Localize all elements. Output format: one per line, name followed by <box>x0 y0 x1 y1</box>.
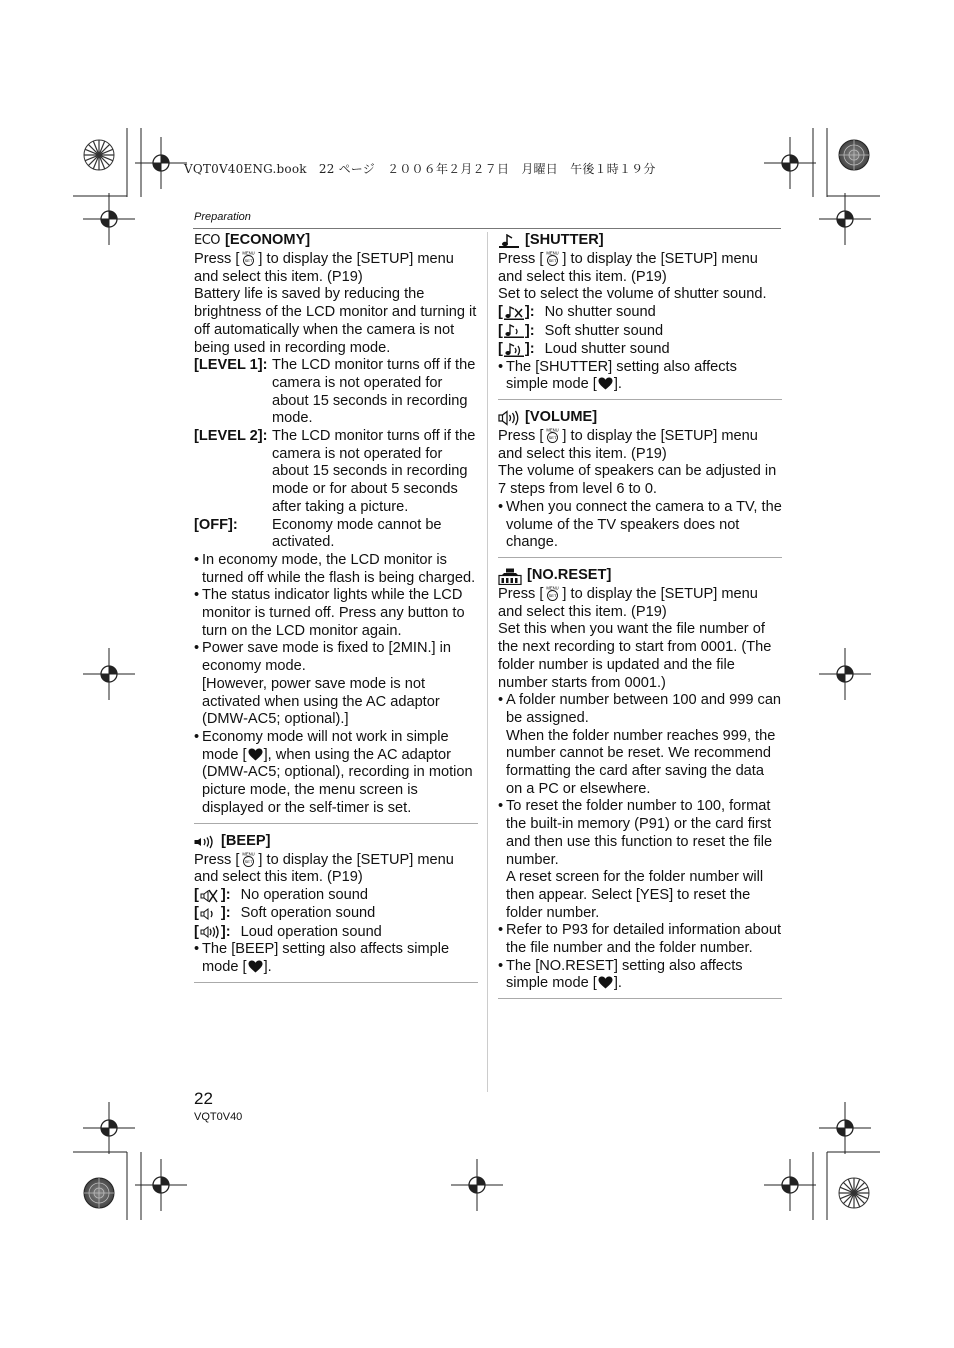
section-rule <box>498 399 782 400</box>
volume-bullet-1: • When you connect the camera to a TV, the volume of the TV speakers does not change. <box>498 498 782 551</box>
menu-set-icon <box>545 585 560 601</box>
svg-text:SET: SET <box>245 258 253 263</box>
economy-section <box>194 232 478 818</box>
section-rule <box>194 823 478 824</box>
economy-bullet-3: • Power save mode is fixed to [2MIN.] in economy mode. [However, power save mode is not activated when using the AC adaptor (DMW-AC5; optional).] <box>194 640 452 728</box>
section-rule <box>194 982 478 983</box>
page-number: 22 <box>194 1089 213 1108</box>
soft-speaker-icon <box>199 907 221 921</box>
noreset-press-text: Press [ MENU SET ] to display the [SETUP] menu and select this item. (P19) <box>498 585 758 620</box>
header-rule <box>193 228 781 229</box>
heart-icon <box>598 377 613 390</box>
heart-icon <box>598 976 613 989</box>
eco-icon: ECO <box>194 233 221 249</box>
economy-off: [OFF]: Economy mode cannot be activated. <box>194 516 442 551</box>
shutter-option-off: [ ]: No shutter sound <box>498 304 656 321</box>
shutter-mute-icon <box>503 306 525 320</box>
shutter-press-text: Press [ MENU SET ] to display the [SETUP] menu and select this item. (P19) <box>498 250 758 285</box>
shutter-soft-icon <box>503 324 525 338</box>
heart-icon <box>248 748 263 761</box>
beep-press-text: Press [ MENU SET ] to display the [SETUP] menu and select this item. (P19) <box>194 851 454 886</box>
noreset-title: [NO.RESET] <box>527 567 612 584</box>
section-rule <box>498 557 782 558</box>
volume-section <box>498 409 782 552</box>
beep-title: [BEEP] <box>221 832 271 849</box>
noreset-bullet-4: • The [NO.RESET] setting also affects simple mode [ ]. <box>498 957 743 992</box>
svg-text:MENU: MENU <box>546 427 560 433</box>
economy-level2: [LEVEL 2]: The LCD monitor turns off if the camera is not operated for about 15 seconds in recording mode or for about 5 seconds after taking a picture. <box>194 428 476 515</box>
svg-text:MENU: MENU <box>546 250 560 256</box>
volume-press-text: Press [ MENU SET ] to display the [SETUP] menu and select this item. (P19) <box>498 427 758 462</box>
svg-text:MENU: MENU <box>546 585 560 591</box>
noreset-bullet-2: • To reset the folder number to 100, format the built-in memory (P91) or the card first and then use this function to reset the file number. A reset screen for the folder number will then appear. Select [YES] to reset the folder number. <box>498 798 773 921</box>
svg-text:MENU: MENU <box>242 851 256 856</box>
noreset-intro: Set this when you want the file number of the next recording to start from 0001. (The folder number is updated and the file number starts from 0001.) <box>498 621 772 691</box>
noreset-heading <box>498 567 782 585</box>
shutter-heading <box>498 232 782 250</box>
beep-option-loud: [ ]: Loud operation sound <box>194 923 382 940</box>
economy-intro: Battery life is saved by reducing the brightness of the LCD monitor and turning it off automatically when the camera is not being used in recording mode. <box>194 286 477 356</box>
column-divider <box>487 232 488 1092</box>
volume-heading <box>498 409 782 427</box>
shutter-intro: Set to select the volume of shutter sound. <box>498 286 767 303</box>
shutter-option-loud: [ ]: Loud shutter sound <box>498 340 670 357</box>
heart-icon <box>248 960 263 973</box>
volume-speaker-icon <box>498 410 520 426</box>
noreset-bullet-3: • Refer to P93 for detailed information about the file number and the folder number. <box>498 922 782 957</box>
section-rule <box>498 998 782 999</box>
shutter-note-icon <box>498 234 520 248</box>
shutter-loud-icon <box>503 343 525 357</box>
shutter-section <box>498 232 782 394</box>
economy-press-text: Press [ MENU SET ] to display the [SETUP] menu and select this item. (P19) <box>194 250 454 285</box>
beep-option-soft: [ ]: Soft operation sound <box>194 905 376 922</box>
svg-text:SET: SET <box>549 593 557 598</box>
loud-speaker-icon <box>199 925 221 939</box>
shutter-note: • The [SHUTTER] setting also affects simple mode [ ]. <box>498 358 737 393</box>
volume-intro: The volume of speakers can be adjusted in 7 steps from level 6 to 0. <box>498 463 777 498</box>
beep-option-off: [ ]: No operation sound <box>194 887 368 904</box>
noreset-bullet-1: • A folder number between 100 and 999 can be assigned. When the folder number reaches 999, the number cannot be reset. We recommend formatting the card after saving the data on a PC or elsewhere. <box>498 692 782 797</box>
economy-heading <box>194 232 478 250</box>
beep-icon <box>194 835 216 849</box>
shutter-option-soft: [ ]: Soft shutter sound <box>498 322 664 339</box>
mute-speaker-icon <box>199 889 221 903</box>
print-job-header: VQT0V40ENG.book 22 ページ ２００６年２月２７日 月曜日 午後１時１９分 <box>184 162 656 176</box>
economy-bullet-2: • The status indicator lights while the LCD monitor is turned off. Press any button to turn on the LCD monitor again. <box>194 587 465 639</box>
volume-title: [VOLUME] <box>525 409 598 426</box>
beep-section <box>194 833 478 977</box>
economy-bullet-1: • In economy mode, the LCD monitor is turned off while the flash is being charged. <box>194 551 476 586</box>
menu-set-icon <box>241 851 256 867</box>
economy-bullet-4: • Economy mode will not work in simple mode [ ], when using the AC adaptor (DMW-AC5; optional), recording in motion picture mode, the menu screen is displayed or the self-timer is set. <box>194 728 473 816</box>
shutter-title: [SHUTTER] <box>525 232 604 249</box>
svg-text:SET: SET <box>549 258 557 263</box>
menu-set-icon <box>545 427 560 443</box>
menu-set-icon <box>241 250 256 266</box>
svg-text:SET: SET <box>549 435 557 441</box>
noreset-icon <box>498 568 522 585</box>
svg-text:MENU: MENU <box>242 250 256 256</box>
economy-level1: [LEVEL 1]: The LCD monitor turns off if the camera is not operated for about 15 seconds in recording mode. <box>194 357 476 427</box>
svg-text:SET: SET <box>245 858 253 864</box>
beep-note: • The [BEEP] setting also affects simple mode [ ]. <box>194 941 450 976</box>
model-code: VQT0V40 <box>194 1111 243 1123</box>
menu-set-icon <box>545 250 560 266</box>
section-label: Preparation <box>194 211 251 223</box>
noreset-section <box>498 567 782 993</box>
right-column <box>498 232 782 1008</box>
left-column <box>194 232 478 992</box>
beep-heading <box>194 833 478 851</box>
economy-title: [ECONOMY] <box>225 232 311 249</box>
